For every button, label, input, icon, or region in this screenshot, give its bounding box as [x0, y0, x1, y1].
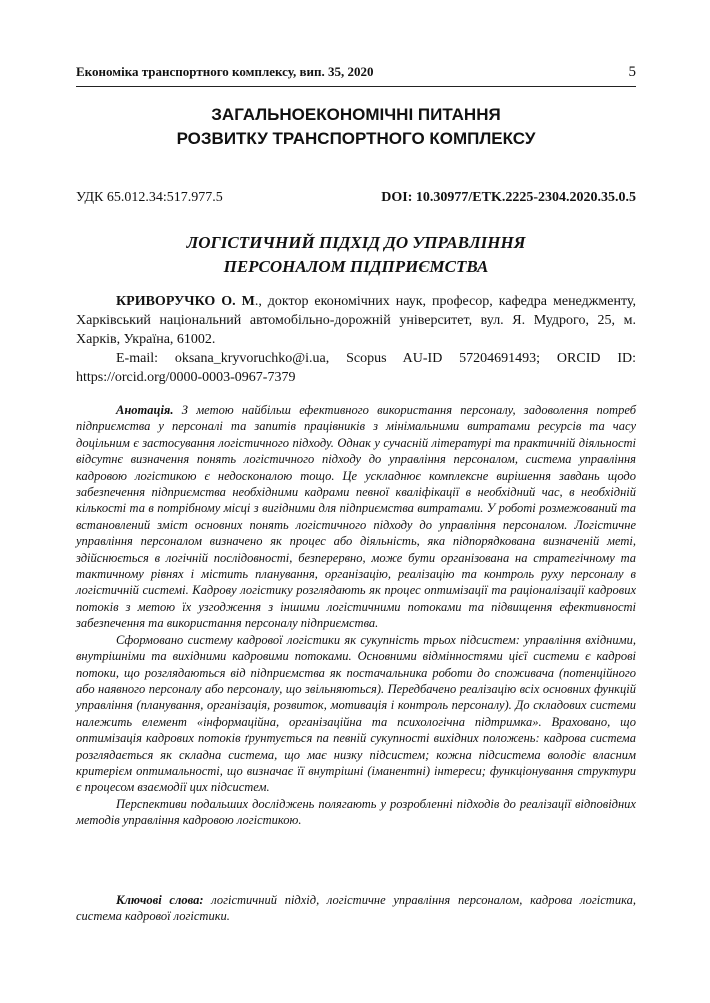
abstract-paragraph-1 [76, 402, 636, 632]
keywords-text: логістичний підхід, логістичне управління персоналом, кадрова логістика, система кадрової логістики. [76, 893, 636, 924]
article-title-line-2: ПЕРСОНАЛОМ ПІДПРИЄМСТВА [223, 257, 489, 276]
abstract-label: Анотація. [116, 403, 174, 417]
abstract-text-1: З метою найбільш ефективного використання персоналу, задоволення потреб підприємства у персоналі та запитів працівників з мінімальними витратами ресурсів та часу доцільним є застосування логістичного підходу. Однак у сучасній літературі та практичній діяльності відсутнє визначення понять логістичного підходу до управління персоналом, система управління кадровою логістикою є недосконалою тощо. Це ускладнює комплексне вирішення завдань щодо забезпечення підприємства необхідними кадрами певної кваліфікації в необхідний час, в необхідній кількості та в потрібному місці з вигідними для підприємства витратами. У роботі розмежований та встановлений зміст основних понять логістичного підходу до управління персоналом. Логістичне управління персоналом визначено як процес або діяльність, яка підпорядкована визначеній меті, здійснюється в логічній послідовності, безперервно, може бути організована на стратегічному та тактичному рівнях і містить планування, організацію, реалізацію та контроль руху персоналу в логістичній системі. Кадрову логістику розглядають як процес оптимізації та раціоналізації кадрових потоків з метою їх узгодження з іншими логістичними потоками та підвищення ефективності забезпечення та використання персоналу підприємства. [76, 403, 637, 631]
author-contacts: E-mail: oksana_kryvoruchko@i.ua, Scopus AU-ID 57204691493; ORCID ID: https://orcid.org/0000-0003-0967-7379 [76, 351, 636, 385]
section-heading [76, 103, 636, 151]
section-heading-line-2: РОЗВИТКУ ТРАНСПОРТНОГО КОМПЛЕКСУ [176, 129, 536, 148]
article-title-line-1: ЛОГІСТИЧНИЙ ПІДХІД ДО УПРАВЛІННЯ [186, 233, 526, 252]
udk-code: УДК 65.012.34:517.977.5 [76, 190, 223, 205]
identifiers-row [76, 190, 636, 206]
author-affiliation: ., доктор економічних наук, професор, кафедра менеджменту, Харківський національний автомобільно-дорожній університет, вул. Я. Мудрого, 25, м. Харків, Україна, 61002. [76, 294, 636, 347]
author-affiliation-paragraph [76, 292, 636, 349]
keywords-label: Ключові слова: [116, 893, 204, 907]
keywords [76, 892, 636, 925]
author-name: КРИВОРУЧКО О. М [116, 294, 255, 309]
abstract-paragraph-2: Сформовано систему кадрової логістики як сукупність трьох підсистем: управління вхідними, внутрішніми та вихідними кадровими потоками. Основними відмінностями цієї системи є кадрові потоки, що розглядаються від підприємства як постачальника роботи до споживача (потенційного або наявного персоналу або персоналу, що звільняються). Передбачено реалізацію всіх основних функцій управління (планування, організація, розвиток, мотивація і контроль персоналу). До складових системи належить елемент «інформаційна, організаційна та психологічна підтримка». Враховано, що оптимізація кадрових потоків ґрунтується па певній сукупності вихідних положень: кадрова система розглядається як складна система, що має низку підсистем; кожна підсистема володіє власним критерієм оптимальності, що визначає її внутрішні (іманентні) інтереси; функціонування структури є процесом взаємодії цих підсистем. [76, 632, 636, 795]
abstract-paragraph-3: Перспективи подальших досліджень полягають у розробленні підходів до реалізації відповідних методів управління кадровою логістикою. [76, 796, 636, 828]
article-title [76, 231, 636, 279]
header-rule [76, 86, 636, 87]
section-heading-line-1: ЗАГАЛЬНОЕКОНОМІЧНІ ПИТАННЯ [211, 105, 501, 124]
author-block [76, 292, 636, 387]
journal-title: Економіка транспортного комплексу, вип. 35, 2020 [76, 64, 374, 79]
running-header [76, 64, 636, 80]
page-number: 5 [628, 64, 636, 80]
keywords-paragraph [76, 892, 636, 925]
abstract [76, 402, 636, 829]
doi-code: DOI: 10.30977/ETK.2225-2304.2020.35.0.5 [381, 190, 636, 205]
